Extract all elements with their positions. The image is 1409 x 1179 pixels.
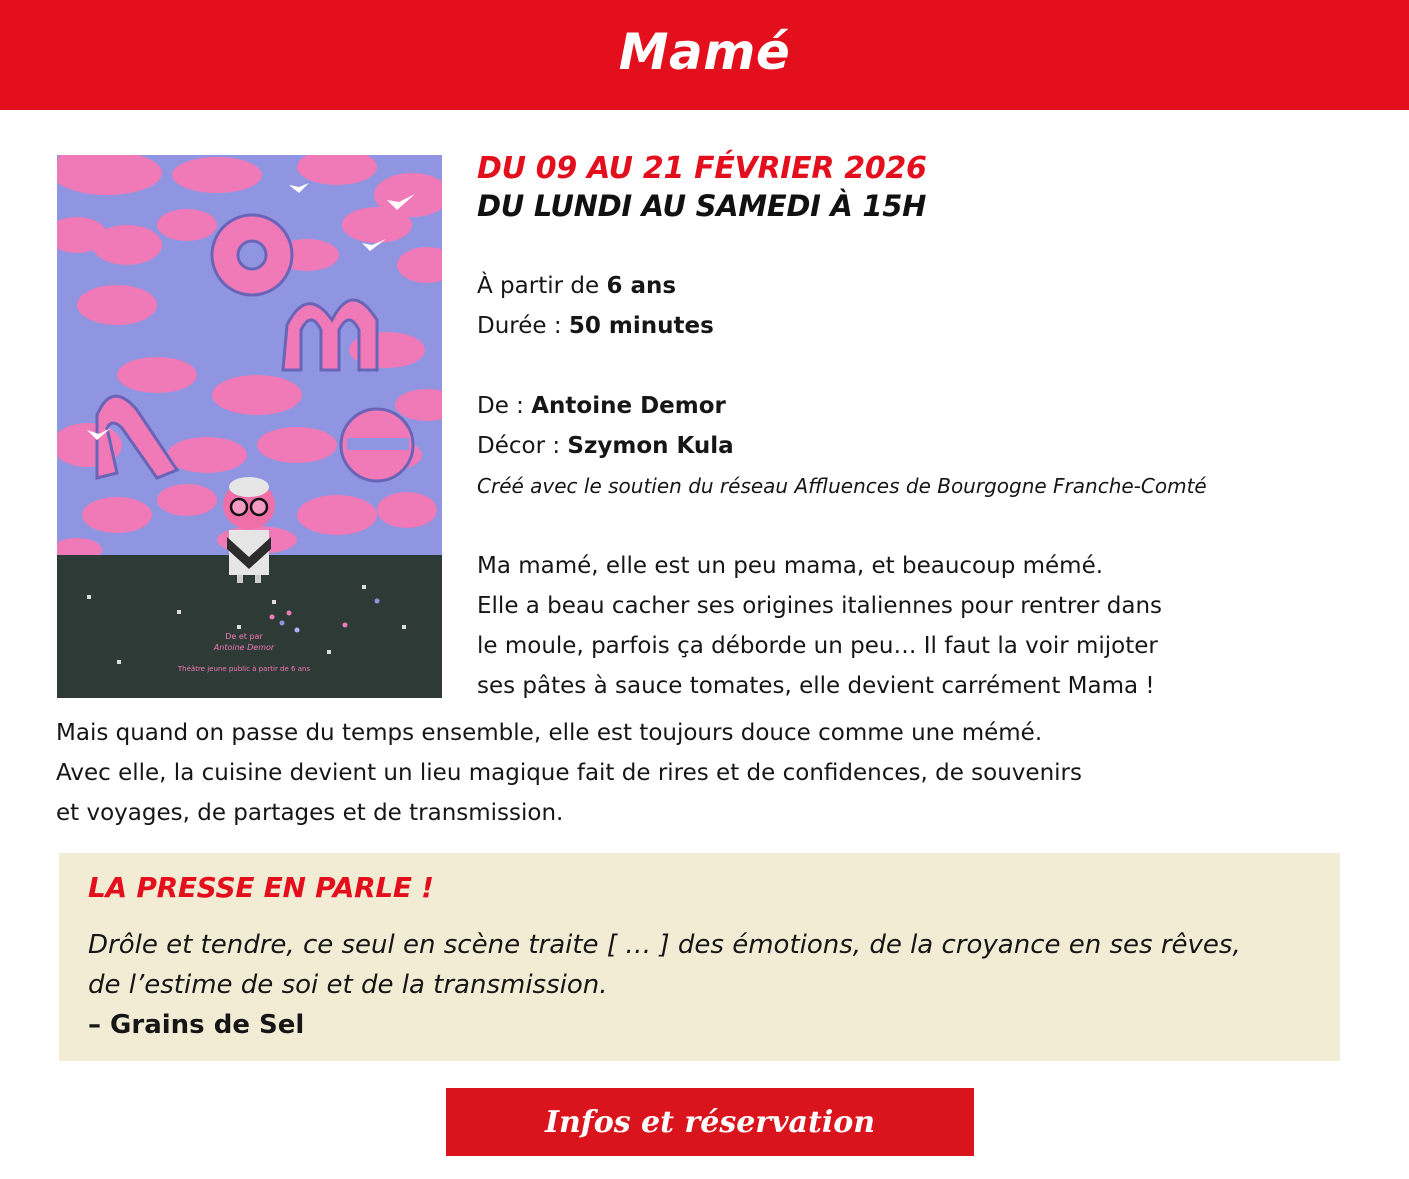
description-line: Mais quand on passe du temps ensemble, elle est toujours douce comme une mémé. bbox=[56, 720, 1043, 746]
press-heading: LA PRESSE EN PARLE ! bbox=[88, 871, 434, 904]
description-line: ses pâtes à sauce tomates, elle devient carrément Mama ! bbox=[477, 673, 1155, 699]
decor-value: Szymon Kula bbox=[567, 433, 734, 459]
event-info bbox=[477, 150, 1377, 706]
description-line: et voyages, de partages et de transmission. bbox=[56, 800, 564, 826]
poster-footer: Théâtre jeune public à partir de 6 ans bbox=[177, 665, 311, 673]
author-label: De : bbox=[477, 393, 532, 419]
spacer bbox=[477, 224, 1377, 266]
poster-grandma bbox=[223, 477, 275, 583]
author-value: Antoine Demor bbox=[531, 393, 726, 419]
support-credit: Créé avec le soutien du réseau Affluences de Bourgogne Franche-Comté bbox=[477, 474, 1207, 498]
poster-credit-line2: Antoine Demor bbox=[213, 643, 275, 652]
page-title: Mamé bbox=[618, 23, 791, 81]
age-label: À partir de bbox=[477, 273, 607, 299]
duration-line bbox=[477, 306, 1377, 346]
event-dates: DU 09 AU 21 FÉVRIER 2026 bbox=[477, 151, 927, 186]
duration-value: 50 minutes bbox=[568, 313, 714, 339]
show-poster bbox=[57, 155, 442, 698]
author-line bbox=[477, 386, 1377, 426]
age-value: 6 ans bbox=[606, 273, 677, 299]
description-line: Elle a beau cacher ses origines italiennes pour rentrer dans bbox=[477, 593, 1163, 619]
description-line: Avec elle, la cuisine devient un lieu magique fait de rires et de confidences, de souvenirs bbox=[56, 760, 1082, 786]
description-line: le moule, parfois ça déborde un peu… Il faut la voir mijoter bbox=[477, 633, 1158, 659]
press-quote-line: Drôle et tendre, ce seul en scène traite [ … ] des émotions, de la croyance en ses rêves, bbox=[88, 930, 1241, 960]
decor-label: Décor : bbox=[477, 433, 568, 459]
decor-line bbox=[477, 426, 1377, 466]
press-source: – Grains de Sel bbox=[88, 1010, 305, 1040]
age-line bbox=[477, 266, 1377, 306]
press-quote bbox=[88, 925, 1328, 1005]
poster-credit-line1: De et par bbox=[225, 632, 263, 641]
poster-illustration bbox=[57, 155, 442, 698]
duration-label: Durée : bbox=[477, 313, 569, 339]
poster-ground bbox=[57, 555, 442, 698]
press-quote-line: de l’estime de soi et de la transmission. bbox=[88, 970, 608, 1000]
press-box bbox=[59, 853, 1340, 1061]
page-header bbox=[0, 0, 1409, 110]
description-line: Ma mamé, elle est un peu mama, et beaucoup mémé. bbox=[477, 553, 1104, 579]
spacer bbox=[477, 346, 1377, 386]
info-reservation-button[interactable]: Infos et réservation bbox=[446, 1088, 974, 1156]
description-continued bbox=[56, 713, 1376, 833]
event-schedule: DU LUNDI AU SAMEDI À 15H bbox=[477, 189, 927, 223]
spacer bbox=[477, 506, 1377, 546]
